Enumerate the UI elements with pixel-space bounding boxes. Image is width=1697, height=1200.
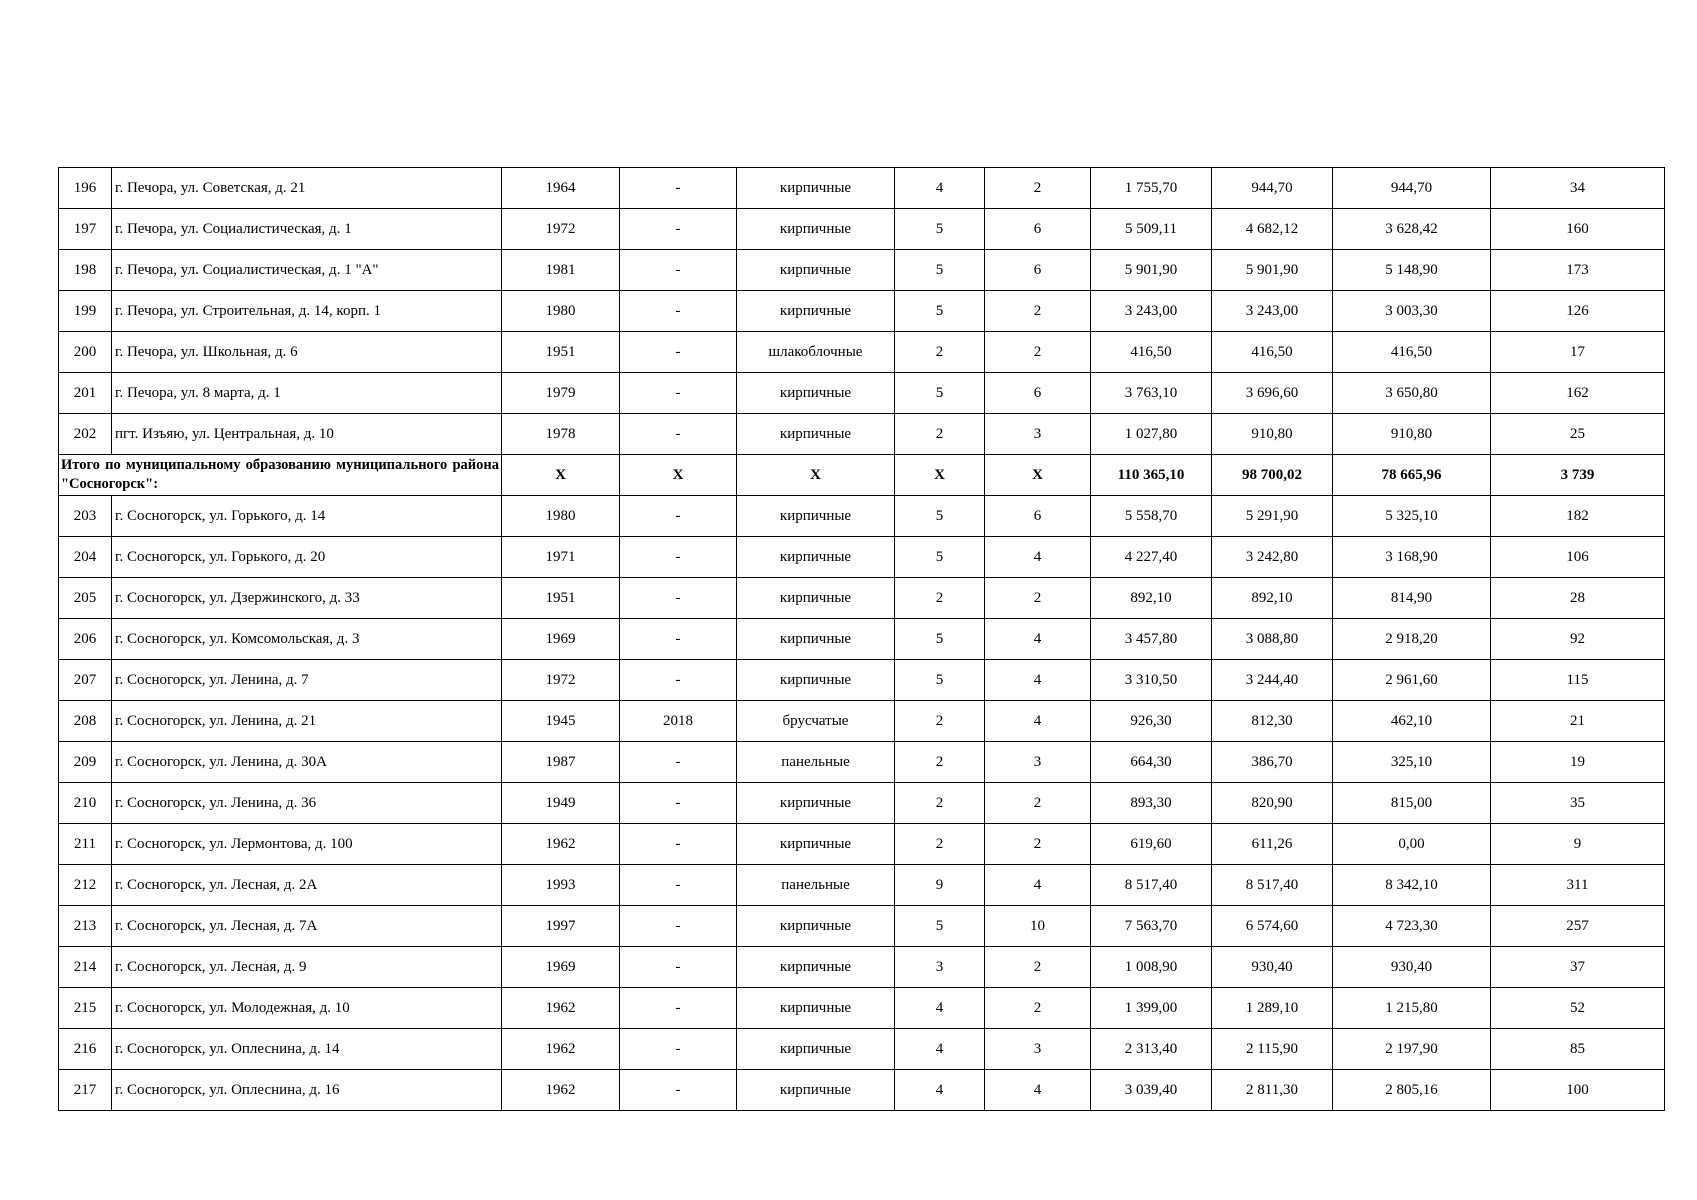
- total-year-repair: Х: [620, 455, 737, 496]
- cell-entrances: 4: [985, 1070, 1091, 1111]
- cell-year-built: 1962: [502, 824, 620, 865]
- cell-year-repair: -: [620, 578, 737, 619]
- cell-area-premises: 3 003,30: [1333, 291, 1491, 332]
- table-row: [59, 742, 1665, 783]
- table-row: [59, 578, 1665, 619]
- cell-area-total: 5 558,70: [1091, 496, 1212, 537]
- cell-floors: 2: [895, 783, 985, 824]
- cell-area-premises: 325,10: [1333, 742, 1491, 783]
- cell-floors: 2: [895, 824, 985, 865]
- cell-area-premises: 2 918,20: [1333, 619, 1491, 660]
- cell-year-built: 1962: [502, 1070, 620, 1111]
- cell-year-repair: -: [620, 496, 737, 537]
- cell-wall-material: кирпичные: [737, 209, 895, 250]
- cell-year-built: 1971: [502, 537, 620, 578]
- cell-entrances: 4: [985, 537, 1091, 578]
- cell-residents: 37: [1491, 947, 1665, 988]
- table-row: [59, 988, 1665, 1029]
- cell-year-repair: -: [620, 537, 737, 578]
- cell-area-premises: 2 197,90: [1333, 1029, 1491, 1070]
- cell-area-total: 5 901,90: [1091, 250, 1212, 291]
- cell-number: 216: [59, 1029, 112, 1070]
- cell-wall-material: кирпичные: [737, 906, 895, 947]
- cell-address: г. Сосногорск, ул. Лермонтова, д. 100: [112, 824, 502, 865]
- cell-address: г. Сосногорск, ул. Горького, д. 20: [112, 537, 502, 578]
- cell-area-living: 944,70: [1212, 168, 1333, 209]
- cell-wall-material: кирпичные: [737, 1029, 895, 1070]
- cell-year-built: 1949: [502, 783, 620, 824]
- cell-address: г. Сосногорск, ул. Ленина, д. 7: [112, 660, 502, 701]
- cell-number: 201: [59, 373, 112, 414]
- total-residents: 3 739: [1491, 455, 1665, 496]
- cell-area-premises: 930,40: [1333, 947, 1491, 988]
- table-row: [59, 250, 1665, 291]
- cell-floors: 5: [895, 373, 985, 414]
- table-row: [59, 824, 1665, 865]
- cell-address: г. Сосногорск, ул. Ленина, д. 36: [112, 783, 502, 824]
- cell-address: г. Сосногорск, ул. Комсомольская, д. 3: [112, 619, 502, 660]
- cell-area-premises: 1 215,80: [1333, 988, 1491, 1029]
- cell-floors: 5: [895, 291, 985, 332]
- cell-number: 213: [59, 906, 112, 947]
- cell-address: г. Сосногорск, ул. Лесная, д. 9: [112, 947, 502, 988]
- cell-wall-material: кирпичные: [737, 168, 895, 209]
- cell-area-total: 619,60: [1091, 824, 1212, 865]
- cell-area-total: 1 399,00: [1091, 988, 1212, 1029]
- cell-year-built: 1978: [502, 414, 620, 455]
- cell-address: г. Печора, ул. Советская, д. 21: [112, 168, 502, 209]
- cell-wall-material: кирпичные: [737, 1070, 895, 1111]
- table-row: [59, 701, 1665, 742]
- cell-area-total: 416,50: [1091, 332, 1212, 373]
- cell-area-total: 3 310,50: [1091, 660, 1212, 701]
- cell-address: г. Сосногорск, ул. Оплеснина, д. 16: [112, 1070, 502, 1111]
- cell-address: г. Печора, ул. Социалистическая, д. 1: [112, 209, 502, 250]
- cell-year-repair: -: [620, 291, 737, 332]
- cell-entrances: 3: [985, 1029, 1091, 1070]
- cell-area-living: 3 088,80: [1212, 619, 1333, 660]
- cell-area-living: 892,10: [1212, 578, 1333, 619]
- cell-wall-material: кирпичные: [737, 824, 895, 865]
- cell-entrances: 3: [985, 742, 1091, 783]
- cell-wall-material: кирпичные: [737, 988, 895, 1029]
- cell-area-premises: 2 805,16: [1333, 1070, 1491, 1111]
- table-row: [59, 1070, 1665, 1111]
- cell-area-premises: 944,70: [1333, 168, 1491, 209]
- cell-floors: 5: [895, 537, 985, 578]
- cell-address: г. Печора, ул. 8 марта, д. 1: [112, 373, 502, 414]
- cell-area-living: 1 289,10: [1212, 988, 1333, 1029]
- cell-area-total: 926,30: [1091, 701, 1212, 742]
- cell-number: 209: [59, 742, 112, 783]
- table-row: [59, 865, 1665, 906]
- cell-year-built: 1980: [502, 291, 620, 332]
- cell-area-living: 3 242,80: [1212, 537, 1333, 578]
- cell-floors: 5: [895, 660, 985, 701]
- cell-entrances: 2: [985, 783, 1091, 824]
- table-body-total: [59, 455, 1665, 496]
- cell-residents: 106: [1491, 537, 1665, 578]
- cell-year-built: 1945: [502, 701, 620, 742]
- cell-year-built: 1987: [502, 742, 620, 783]
- cell-area-living: 2 115,90: [1212, 1029, 1333, 1070]
- cell-area-living: 386,70: [1212, 742, 1333, 783]
- cell-floors: 5: [895, 496, 985, 537]
- table-row: [59, 537, 1665, 578]
- cell-area-premises: 2 961,60: [1333, 660, 1491, 701]
- cell-wall-material: кирпичные: [737, 414, 895, 455]
- cell-number: 196: [59, 168, 112, 209]
- cell-year-repair: -: [620, 373, 737, 414]
- cell-year-repair: -: [620, 906, 737, 947]
- cell-area-total: 3 457,80: [1091, 619, 1212, 660]
- cell-floors: 5: [895, 906, 985, 947]
- cell-entrances: 6: [985, 373, 1091, 414]
- cell-area-living: 4 682,12: [1212, 209, 1333, 250]
- cell-residents: 100: [1491, 1070, 1665, 1111]
- cell-year-built: 1962: [502, 1029, 620, 1070]
- cell-floors: 5: [895, 250, 985, 291]
- table-row: [59, 168, 1665, 209]
- cell-year-repair: -: [620, 414, 737, 455]
- cell-year-built: 1969: [502, 947, 620, 988]
- cell-number: 210: [59, 783, 112, 824]
- cell-year-built: 1993: [502, 865, 620, 906]
- cell-number: 208: [59, 701, 112, 742]
- cell-year-repair: -: [620, 865, 737, 906]
- cell-residents: 34: [1491, 168, 1665, 209]
- table-row: [59, 209, 1665, 250]
- cell-year-built: 1962: [502, 988, 620, 1029]
- cell-area-living: 812,30: [1212, 701, 1333, 742]
- cell-wall-material: кирпичные: [737, 291, 895, 332]
- cell-year-built: 1969: [502, 619, 620, 660]
- cell-floors: 4: [895, 1029, 985, 1070]
- cell-address: г. Сосногорск, ул. Горького, д. 14: [112, 496, 502, 537]
- cell-area-premises: 815,00: [1333, 783, 1491, 824]
- cell-area-premises: 3 168,90: [1333, 537, 1491, 578]
- cell-area-living: 820,90: [1212, 783, 1333, 824]
- cell-residents: 162: [1491, 373, 1665, 414]
- cell-wall-material: кирпичные: [737, 537, 895, 578]
- cell-entrances: 6: [985, 209, 1091, 250]
- table-row: [59, 332, 1665, 373]
- cell-wall-material: панельные: [737, 742, 895, 783]
- cell-year-repair: -: [620, 168, 737, 209]
- table-body-after-total: [59, 496, 1665, 1111]
- cell-area-living: 2 811,30: [1212, 1070, 1333, 1111]
- cell-wall-material: кирпичные: [737, 578, 895, 619]
- total-area-total: 110 365,10: [1091, 455, 1212, 496]
- cell-area-premises: 4 723,30: [1333, 906, 1491, 947]
- cell-area-total: 664,30: [1091, 742, 1212, 783]
- cell-year-repair: 2018: [620, 701, 737, 742]
- cell-year-repair: -: [620, 824, 737, 865]
- cell-entrances: 2: [985, 824, 1091, 865]
- cell-address: г. Сосногорск, ул. Лесная, д. 2А: [112, 865, 502, 906]
- cell-area-living: 930,40: [1212, 947, 1333, 988]
- cell-entrances: 2: [985, 168, 1091, 209]
- table-row: [59, 906, 1665, 947]
- cell-residents: 257: [1491, 906, 1665, 947]
- cell-area-total: 2 313,40: [1091, 1029, 1212, 1070]
- cell-area-total: 1 008,90: [1091, 947, 1212, 988]
- cell-area-premises: 0,00: [1333, 824, 1491, 865]
- cell-number: 198: [59, 250, 112, 291]
- cell-entrances: 4: [985, 701, 1091, 742]
- housing-register-table: [58, 167, 1665, 1111]
- cell-floors: 2: [895, 742, 985, 783]
- cell-address: г. Печора, ул. Социалистическая, д. 1 "А": [112, 250, 502, 291]
- cell-address: г. Сосногорск, ул. Ленина, д. 30А: [112, 742, 502, 783]
- cell-year-built: 1981: [502, 250, 620, 291]
- cell-entrances: 4: [985, 865, 1091, 906]
- cell-area-living: 5 291,90: [1212, 496, 1333, 537]
- total-area-living: 98 700,02: [1212, 455, 1333, 496]
- cell-entrances: 2: [985, 578, 1091, 619]
- cell-residents: 182: [1491, 496, 1665, 537]
- cell-number: 203: [59, 496, 112, 537]
- cell-wall-material: брусчатые: [737, 701, 895, 742]
- cell-year-repair: -: [620, 1070, 737, 1111]
- cell-residents: 160: [1491, 209, 1665, 250]
- cell-floors: 2: [895, 332, 985, 373]
- cell-area-premises: 8 342,10: [1333, 865, 1491, 906]
- table-row: [59, 660, 1665, 701]
- cell-address: г. Печора, ул. Строительная, д. 14, корп. 1: [112, 291, 502, 332]
- cell-area-total: 893,30: [1091, 783, 1212, 824]
- cell-wall-material: кирпичные: [737, 947, 895, 988]
- cell-wall-material: кирпичные: [737, 496, 895, 537]
- cell-wall-material: панельные: [737, 865, 895, 906]
- cell-area-premises: 416,50: [1333, 332, 1491, 373]
- cell-area-living: 3 696,60: [1212, 373, 1333, 414]
- cell-year-built: 1964: [502, 168, 620, 209]
- cell-area-total: 3 243,00: [1091, 291, 1212, 332]
- table-row: [59, 373, 1665, 414]
- cell-number: 212: [59, 865, 112, 906]
- cell-area-premises: 814,90: [1333, 578, 1491, 619]
- cell-entrances: 2: [985, 947, 1091, 988]
- cell-residents: 28: [1491, 578, 1665, 619]
- table-body-before-total: [59, 168, 1665, 455]
- cell-address: г. Сосногорск, ул. Лесная, д. 7А: [112, 906, 502, 947]
- cell-number: 197: [59, 209, 112, 250]
- cell-year-repair: -: [620, 250, 737, 291]
- cell-address: г. Печора, ул. Школьная, д. 6: [112, 332, 502, 373]
- cell-entrances: 4: [985, 619, 1091, 660]
- table-row: [59, 496, 1665, 537]
- cell-year-built: 1997: [502, 906, 620, 947]
- cell-area-living: 6 574,60: [1212, 906, 1333, 947]
- cell-year-repair: -: [620, 988, 737, 1029]
- total-area-premises: 78 665,96: [1333, 455, 1491, 496]
- cell-number: 200: [59, 332, 112, 373]
- cell-year-built: 1951: [502, 578, 620, 619]
- total-floors: Х: [895, 455, 985, 496]
- cell-address: г. Сосногорск, ул. Ленина, д. 21: [112, 701, 502, 742]
- cell-year-repair: -: [620, 947, 737, 988]
- table-row: [59, 947, 1665, 988]
- table-row: [59, 414, 1665, 455]
- cell-wall-material: кирпичные: [737, 660, 895, 701]
- cell-entrances: 2: [985, 988, 1091, 1029]
- cell-year-repair: -: [620, 783, 737, 824]
- cell-number: 204: [59, 537, 112, 578]
- cell-area-living: 611,26: [1212, 824, 1333, 865]
- cell-residents: 21: [1491, 701, 1665, 742]
- cell-floors: 4: [895, 1070, 985, 1111]
- cell-residents: 311: [1491, 865, 1665, 906]
- cell-year-built: 1980: [502, 496, 620, 537]
- cell-year-repair: -: [620, 742, 737, 783]
- total-label: Итого по муниципальному образованию муниципального района "Сосногорск":: [59, 455, 502, 496]
- cell-floors: 2: [895, 578, 985, 619]
- cell-entrances: 2: [985, 332, 1091, 373]
- total-wall-material: Х: [737, 455, 895, 496]
- cell-number: 205: [59, 578, 112, 619]
- cell-address: г. Сосногорск, ул. Оплеснина, д. 14: [112, 1029, 502, 1070]
- cell-floors: 9: [895, 865, 985, 906]
- table-row: [59, 619, 1665, 660]
- cell-floors: 4: [895, 988, 985, 1029]
- cell-residents: 19: [1491, 742, 1665, 783]
- cell-year-repair: -: [620, 209, 737, 250]
- cell-area-total: 1 755,70: [1091, 168, 1212, 209]
- cell-address: пгт. Изъяю, ул. Центральная, д. 10: [112, 414, 502, 455]
- cell-area-living: 8 517,40: [1212, 865, 1333, 906]
- cell-floors: 2: [895, 701, 985, 742]
- cell-residents: 35: [1491, 783, 1665, 824]
- cell-area-total: 4 227,40: [1091, 537, 1212, 578]
- cell-area-total: 8 517,40: [1091, 865, 1212, 906]
- cell-area-living: 910,80: [1212, 414, 1333, 455]
- cell-residents: 115: [1491, 660, 1665, 701]
- cell-area-premises: 3 650,80: [1333, 373, 1491, 414]
- cell-residents: 17: [1491, 332, 1665, 373]
- cell-area-living: 3 244,40: [1212, 660, 1333, 701]
- cell-number: 199: [59, 291, 112, 332]
- cell-residents: 173: [1491, 250, 1665, 291]
- total-year-built: Х: [502, 455, 620, 496]
- cell-floors: 2: [895, 414, 985, 455]
- cell-entrances: 2: [985, 291, 1091, 332]
- cell-area-premises: 462,10: [1333, 701, 1491, 742]
- cell-number: 215: [59, 988, 112, 1029]
- cell-wall-material: кирпичные: [737, 619, 895, 660]
- cell-floors: 4: [895, 168, 985, 209]
- cell-entrances: 10: [985, 906, 1091, 947]
- cell-area-living: 5 901,90: [1212, 250, 1333, 291]
- cell-area-living: 3 243,00: [1212, 291, 1333, 332]
- cell-residents: 126: [1491, 291, 1665, 332]
- table-row: [59, 783, 1665, 824]
- total-entrances: Х: [985, 455, 1091, 496]
- cell-address: г. Сосногорск, ул. Молодежная, д. 10: [112, 988, 502, 1029]
- cell-wall-material: шлакоблочные: [737, 332, 895, 373]
- cell-residents: 25: [1491, 414, 1665, 455]
- cell-area-premises: 910,80: [1333, 414, 1491, 455]
- cell-residents: 92: [1491, 619, 1665, 660]
- cell-number: 214: [59, 947, 112, 988]
- cell-area-living: 416,50: [1212, 332, 1333, 373]
- total-row: [59, 455, 1665, 496]
- cell-area-premises: 5 148,90: [1333, 250, 1491, 291]
- cell-year-built: 1951: [502, 332, 620, 373]
- cell-year-repair: -: [620, 332, 737, 373]
- table-row: [59, 291, 1665, 332]
- cell-year-built: 1979: [502, 373, 620, 414]
- cell-area-total: 7 563,70: [1091, 906, 1212, 947]
- cell-area-total: 3 039,40: [1091, 1070, 1212, 1111]
- cell-entrances: 6: [985, 496, 1091, 537]
- cell-area-total: 1 027,80: [1091, 414, 1212, 455]
- cell-floors: 5: [895, 209, 985, 250]
- cell-wall-material: кирпичные: [737, 250, 895, 291]
- cell-number: 206: [59, 619, 112, 660]
- cell-wall-material: кирпичные: [737, 783, 895, 824]
- cell-area-total: 3 763,10: [1091, 373, 1212, 414]
- cell-wall-material: кирпичные: [737, 373, 895, 414]
- cell-floors: 5: [895, 619, 985, 660]
- cell-number: 202: [59, 414, 112, 455]
- table-row: [59, 1029, 1665, 1070]
- cell-number: 211: [59, 824, 112, 865]
- cell-area-total: 892,10: [1091, 578, 1212, 619]
- cell-year-repair: -: [620, 619, 737, 660]
- cell-floors: 3: [895, 947, 985, 988]
- cell-entrances: 3: [985, 414, 1091, 455]
- cell-number: 207: [59, 660, 112, 701]
- cell-number: 217: [59, 1070, 112, 1111]
- cell-area-premises: 5 325,10: [1333, 496, 1491, 537]
- cell-year-repair: -: [620, 1029, 737, 1070]
- cell-address: г. Сосногорск, ул. Дзержинского, д. 33: [112, 578, 502, 619]
- cell-area-total: 5 509,11: [1091, 209, 1212, 250]
- cell-year-built: 1972: [502, 660, 620, 701]
- cell-residents: 52: [1491, 988, 1665, 1029]
- cell-year-built: 1972: [502, 209, 620, 250]
- cell-area-premises: 3 628,42: [1333, 209, 1491, 250]
- cell-residents: 85: [1491, 1029, 1665, 1070]
- cell-entrances: 6: [985, 250, 1091, 291]
- cell-entrances: 4: [985, 660, 1091, 701]
- cell-residents: 9: [1491, 824, 1665, 865]
- cell-year-repair: -: [620, 660, 737, 701]
